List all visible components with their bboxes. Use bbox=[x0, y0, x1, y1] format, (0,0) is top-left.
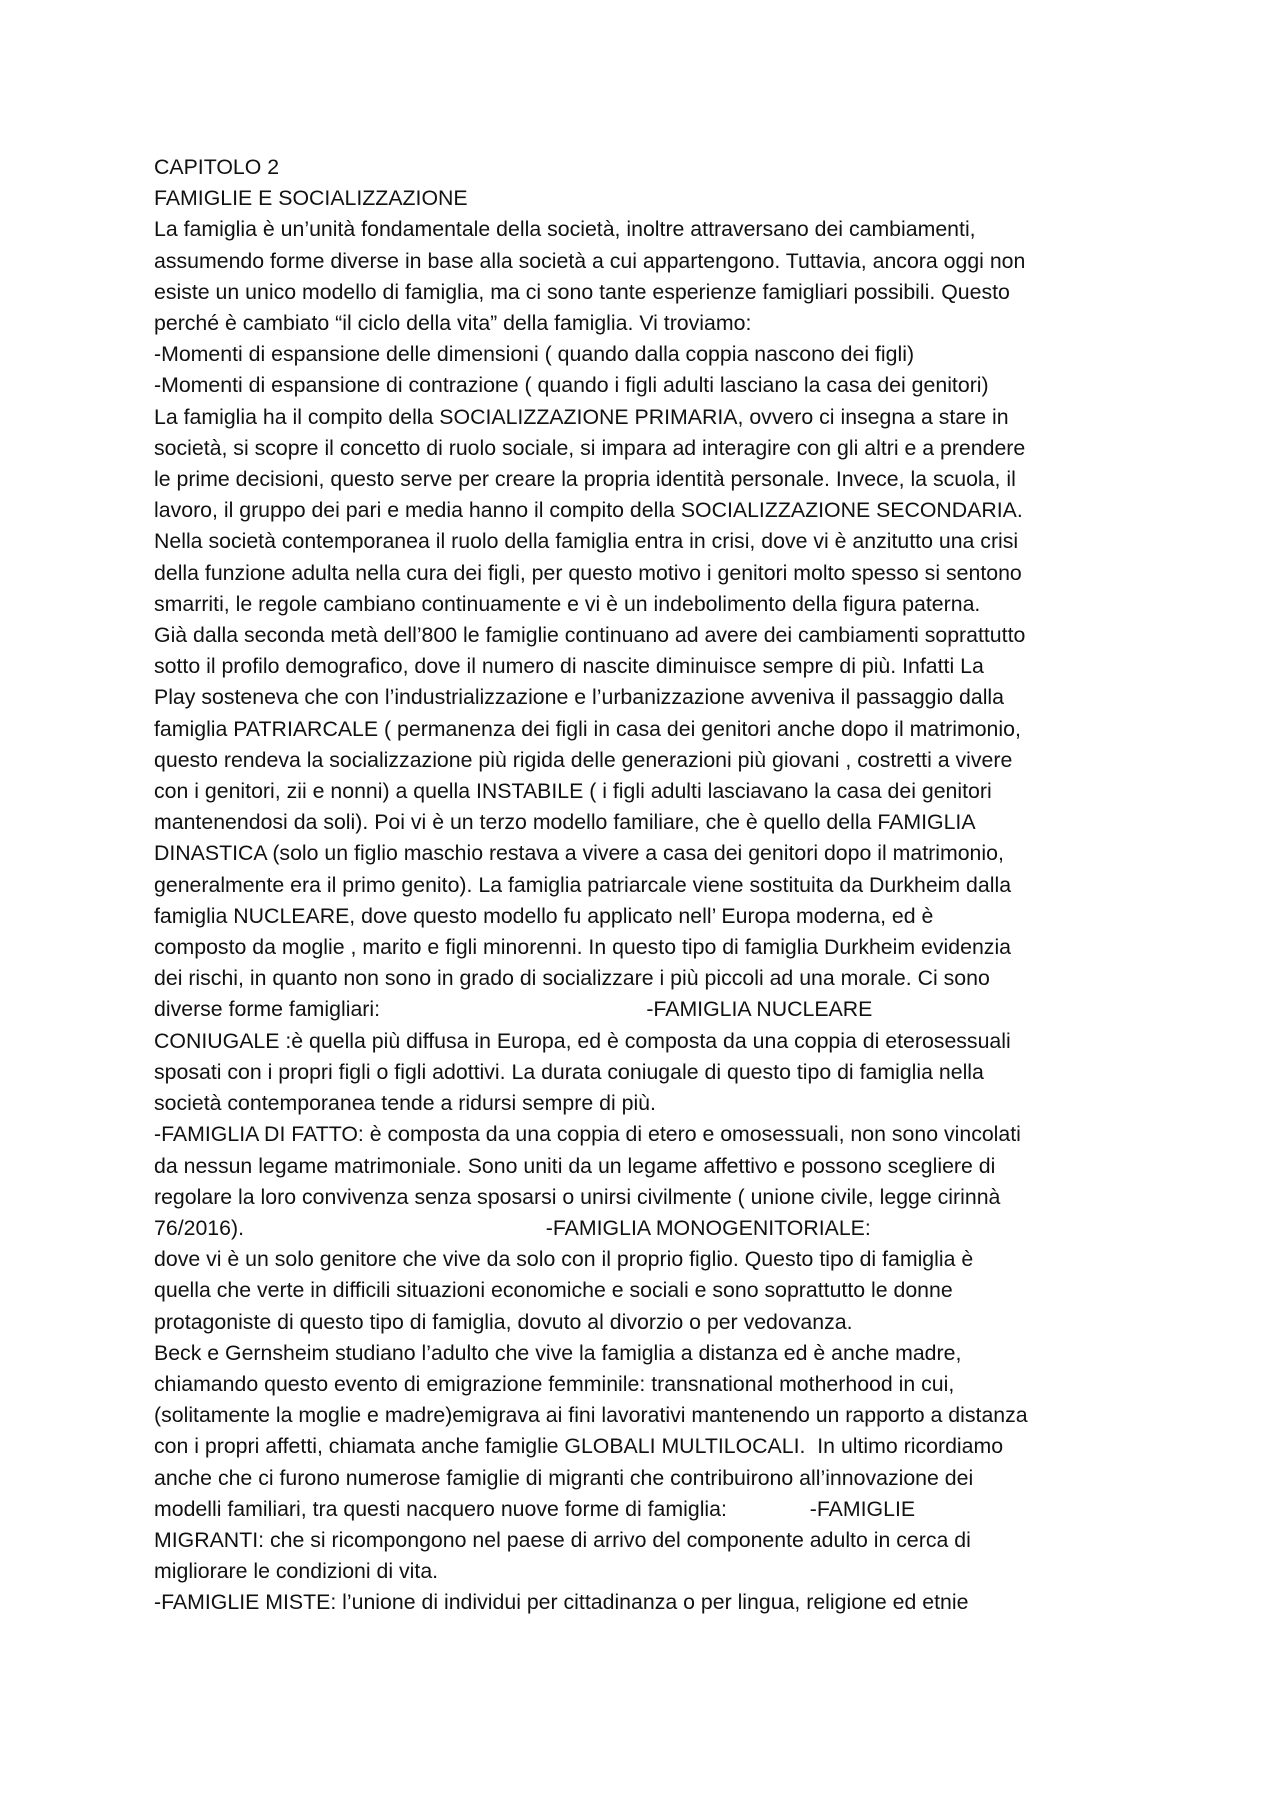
text-line: La famiglia ha il compito della SOCIALIZZAZIONE PRIMARIA, ovvero ci insegna a stare in bbox=[154, 404, 1009, 429]
text-line: anche che ci furono numerose famiglie di migranti che contribuirono all’innovazione dei bbox=[154, 1465, 974, 1490]
text-line: assumendo forme diverse in base alla società a cui appartengono. Tuttavia, ancora oggi non bbox=[154, 248, 1026, 273]
text-line: società, si scopre il concetto di ruolo sociale, si impara ad interagire con gli altri e a prendere bbox=[154, 435, 1026, 460]
text-line: migliorare le condizioni di vita. bbox=[154, 1559, 439, 1584]
text-line: modelli familiari, tra questi nacquero nuove forme di famiglia: -FAMIGLIE bbox=[154, 1496, 916, 1521]
text-line: CONIUGALE :è quella più diffusa in Europa, ed è composta da una coppia di eterosessuali bbox=[154, 1028, 1011, 1053]
text-line: diverse forme famigliari: -FAMIGLIA NUCLEARE bbox=[154, 997, 873, 1022]
text-line: con i propri affetti, chiamata anche famiglie GLOBALI MULTILOCALI. In ultimo ricordiamo bbox=[154, 1434, 1004, 1459]
text-line: regolare la loro convivenza senza sposarsi o unirsi civilmente ( unione civile, legge cirinnà bbox=[154, 1184, 1001, 1209]
text-line: -FAMIGLIA DI FATTO: è composta da una coppia di etero e omosessuali, non sono vincolati bbox=[154, 1122, 1021, 1147]
text-line: questo rendeva la socializzazione più rigida delle generazioni più giovani , costretti a vivere bbox=[154, 747, 1013, 772]
text-line: -Momenti di espansione delle dimensioni ( quando dalla coppia nascono dei figli) bbox=[154, 342, 915, 367]
text-line: Nella società contemporanea il ruolo della famiglia entra in crisi, dove vi è anzitutto una crisi bbox=[154, 529, 1019, 554]
text-line: mantenendosi da soli). Poi vi è un terzo modello familiare, che è quello della FAMIGLIA bbox=[154, 810, 976, 835]
text-line: chiamando questo evento di emigrazione femminile: transnational motherhood in cui, bbox=[154, 1371, 955, 1396]
chapter-number: CAPITOLO 2 bbox=[154, 155, 280, 179]
text-line: composto da moglie , marito e figli minorenni. In questo tipo di famiglia Durkheim evidenzia bbox=[154, 935, 1012, 960]
text-line: quella che verte in difficili situazioni economiche e sociali e sono soprattutto le donne bbox=[154, 1278, 953, 1303]
text-line: sotto il profilo demografico, dove il numero di nascite diminuisce sempre di più. Infatti La bbox=[154, 654, 984, 679]
text-line: protagoniste di questo tipo di famiglia, dovuto al divorzio o per vedovanza. bbox=[154, 1309, 853, 1334]
text-line: perché è cambiato “il ciclo della vita” della famiglia. Vi troviamo: bbox=[154, 311, 752, 336]
text-line: La famiglia è un’unità fondamentale della società, inoltre attraversano dei cambiamenti, bbox=[154, 217, 976, 242]
text-line: famiglia PATRIARCALE ( permanenza dei figli in casa dei genitori anche dopo il matrimonio, bbox=[154, 716, 1021, 741]
text-line: dove vi è un solo genitore che vive da solo con il proprio figlio. Questo tipo di famiglia è bbox=[154, 1247, 974, 1272]
text-line: (solitamente la moglie e madre)emigrava ai fini lavorativi mantenendo un rapporto a distanza bbox=[154, 1403, 1028, 1428]
text-line: smarriti, le regole cambiano continuamente e vi è un indebolimento della figura paterna. bbox=[154, 591, 981, 616]
text-line: Beck e Gernsheim studiano l’adulto che vive la famiglia a distanza ed è anche madre, bbox=[154, 1340, 962, 1365]
text-line: da nessun legame matrimoniale. Sono uniti da un legame affettivo e possono scegliere di bbox=[154, 1153, 996, 1178]
text-line: DINASTICA (solo un figlio maschio restava a vivere a casa dei genitori dopo il matrimonio, bbox=[154, 841, 1004, 866]
text-line: Già dalla seconda metà dell’800 le famiglie continuano ad avere dei cambiamenti soprattutto bbox=[154, 623, 1026, 648]
text-line: Play sosteneva che con l’industrializzazione e l’urbanizzazione avveniva il passaggio dalla bbox=[154, 685, 1005, 710]
text-line: esiste un unico modello di famiglia, ma ci sono tante esperienze famigliari possibili. Questo bbox=[154, 279, 1010, 304]
text-line: -Momenti di espansione di contrazione ( quando i figli adulti lasciano la casa dei genitori) bbox=[154, 373, 989, 398]
text-line: famiglia NUCLEARE, dove questo modello fu applicato nell’ Europa moderna, ed è bbox=[154, 903, 934, 928]
text-line: della funzione adulta nella cura dei figli, per questo motivo i genitori molto spesso si sentono bbox=[154, 560, 1022, 585]
text-line: lavoro, il gruppo dei pari e media hanno il compito della SOCIALIZZAZIONE SECONDARIA. bbox=[154, 498, 1023, 523]
text-line: dei rischi, in quanto non sono in grado di socializzare i più piccoli ad una morale. Ci sono bbox=[154, 966, 990, 991]
text-line: con i genitori, zii e nonni) a quella INSTABILE ( i figli adulti lasciavano la casa dei genitori bbox=[154, 779, 992, 804]
text-line: -FAMIGLIE MISTE: l’unione di individui per cittadinanza o per lingua, religione ed etnie bbox=[154, 1590, 969, 1615]
text-line: generalmente era il primo genito). La famiglia patriarcale viene sostituita da Durkheim dalla bbox=[154, 872, 1012, 897]
text-line: le prime decisioni, questo serve per creare la propria identità personale. Invece, la scuola, il bbox=[154, 467, 1016, 492]
text-line: MIGRANTI: che si ricompongono nel paese di arrivo del componente adulto in cerca di bbox=[154, 1527, 971, 1552]
chapter-title: FAMIGLIE E SOCIALIZZAZIONE bbox=[154, 186, 468, 211]
text-line: 76/2016). -FAMIGLIA MONOGENITORIALE: bbox=[154, 1215, 871, 1240]
document-body bbox=[154, 152, 1154, 1619]
text-line: società contemporanea tende a ridursi sempre di più. bbox=[154, 1091, 656, 1116]
text-line: sposati con i propri figli o figli adottivi. La durata coniugale di questo tipo di famiglia nella bbox=[154, 1059, 984, 1084]
